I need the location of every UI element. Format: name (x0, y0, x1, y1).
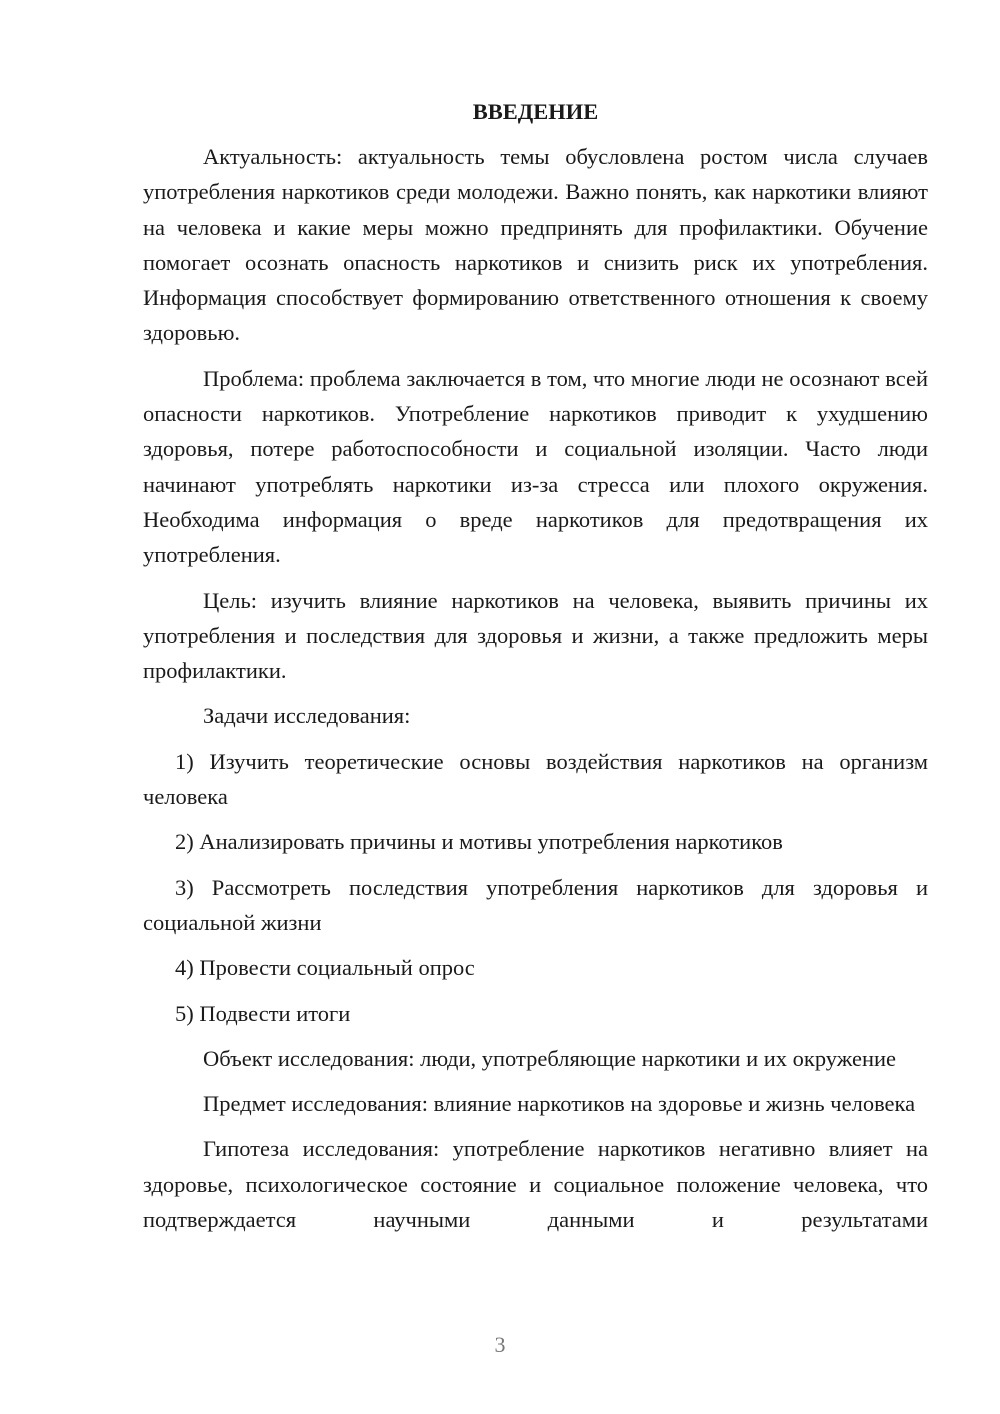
task-item-3: 3) Рассмотреть последствия употребления наркотиков для здоровья и социальной жизни (143, 874, 928, 935)
page-content (143, 94, 928, 1237)
task-item-2: 2) Анализировать причины и мотивы употребления наркотиков (175, 829, 783, 855)
section-heading: ВВЕДЕНИЕ (472, 99, 599, 124)
goal-paragraph: Цель: изучить влияние наркотиков на человека, выявить причины их употребления и последствия для здоровья и жизни, а также предложить меры профилактики. (143, 587, 928, 684)
hypothesis-paragraph: Гипотеза исследования: употребление наркотиков негативно влияет на здоровье, психологическое состояние и социальное положение человека, что подтверждается научными данными и результатами (143, 1136, 928, 1233)
task-item-4: 4) Провести социальный опрос (175, 955, 475, 981)
task-item-1: 1) Изучить теоретические основы воздействия наркотиков на организм человека (143, 748, 928, 810)
problem-paragraph: Проблема: проблема заключается в том, что многие люди не осознают всей опасности наркотиков. Употребление наркотиков приводит к ухудшению здоровья, потере работоспособности и социальной изоляции. Часто люди начинают употреблять наркотики из-за стресса или плохого окружения. Необходима информация о вреде наркотиков для предотвращения их употребления. (143, 365, 928, 568)
tasks-heading: Задачи исследования: (203, 703, 411, 729)
page-number: 3 (494, 1332, 506, 1357)
subject-paragraph: Предмет исследования: влияние наркотиков на здоровье и жизнь человека (203, 1091, 916, 1117)
object-paragraph: Объект исследования: люди, употребляющие наркотики и их окружение (203, 1045, 897, 1071)
task-item-5: 5) Подвести итоги (175, 1000, 351, 1026)
relevance-paragraph: Актуальность: актуальность темы обусловлена ростом числа случаев употребления наркотиков среди молодежи. Важно понять, как наркотики влияют на человека и какие меры можно предпринять для профилактики. Обучение помогает осознать опасность наркотиков и снизить риск их употребления. Информация способствует формированию ответственного отношения к своему здоровью. (143, 144, 928, 346)
